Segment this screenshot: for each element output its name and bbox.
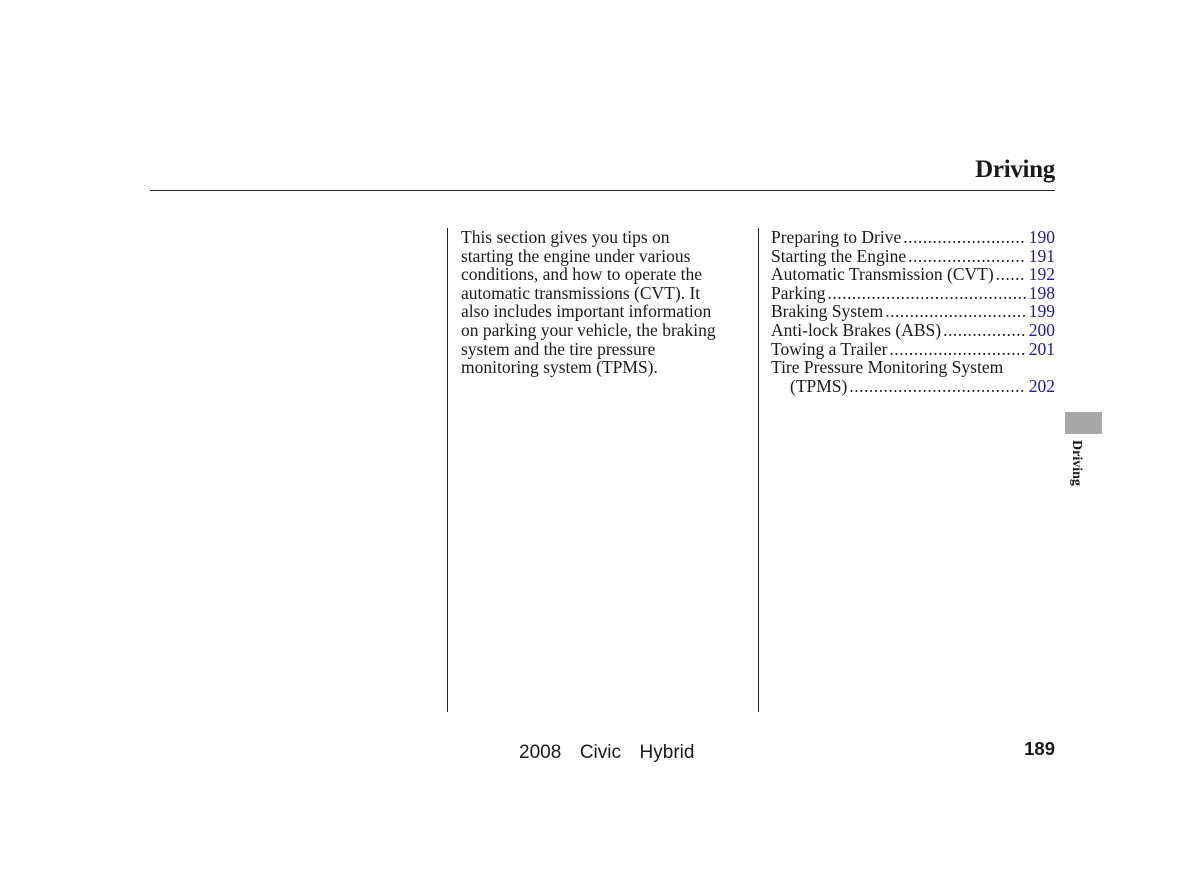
toc-item-starting-the-engine[interactable] <box>771 247 1055 266</box>
toc-leader-dots <box>889 340 1025 359</box>
table-of-contents <box>771 228 1055 395</box>
toc-item-braking-system[interactable] <box>771 302 1055 321</box>
toc-leader-dots <box>827 284 1025 303</box>
toc-leader-dots <box>943 321 1026 340</box>
toc-page-link[interactable]: 199 <box>1028 301 1055 322</box>
toc-item-label: Automatic Transmission (CVT) <box>771 264 994 285</box>
toc-item-towing-a-trailer[interactable] <box>771 340 1055 359</box>
toc-page-link[interactable]: 190 <box>1028 227 1055 247</box>
side-section-label: Driving <box>1069 440 1084 486</box>
toc-page-link[interactable]: 200 <box>1028 319 1055 340</box>
toc-item-label: Tire Pressure Monitoring System <box>771 357 1004 378</box>
column-divider-right <box>758 228 759 712</box>
column-divider-left <box>447 228 448 712</box>
toc-item-preparing-to-drive[interactable] <box>771 228 1055 247</box>
intro-paragraph: This section gives you tips on starting the engine under various conditions, and how to operate the automatic transmissions (CVT). It also includes important information on parking your vehicle, the braking system and the tire pressure monitoring system (TPMS). <box>461 227 716 378</box>
footer-model-name: 2008 Civic Hybrid <box>519 742 695 763</box>
toc-leader-dots <box>849 377 1025 396</box>
toc-leader-dots <box>903 228 1026 247</box>
toc-page-link[interactable]: 192 <box>1028 264 1055 285</box>
title-rule <box>150 190 1055 191</box>
toc-page-link[interactable]: 202 <box>1028 375 1055 396</box>
toc-item-anti-lock-brakes[interactable] <box>771 321 1055 340</box>
toc-item-label: Towing a Trailer <box>771 338 888 359</box>
toc-item-label: (TPMS) <box>790 375 848 396</box>
toc-item-tpms-continuation[interactable] <box>771 377 1055 396</box>
toc-item-label: Anti-lock Brakes (ABS) <box>771 319 942 340</box>
page-number: 189 <box>1024 738 1055 759</box>
toc-page-link[interactable]: 198 <box>1028 282 1055 303</box>
toc-item-label: Starting the Engine <box>771 245 907 266</box>
toc-leader-dots <box>996 265 1026 284</box>
toc-item-label: Braking System <box>771 301 884 322</box>
toc-item-parking[interactable] <box>771 284 1055 303</box>
section-title: Driving <box>975 156 1055 183</box>
section-thumb-tab <box>1065 412 1102 434</box>
toc-item-automatic-transmission[interactable] <box>771 265 1055 284</box>
toc-page-link[interactable]: 191 <box>1028 245 1055 266</box>
toc-leader-dots <box>908 247 1026 266</box>
toc-item-label: Parking <box>771 282 826 303</box>
toc-page-link[interactable]: 201 <box>1028 338 1055 359</box>
toc-leader-dots <box>885 302 1025 321</box>
toc-item-label: Preparing to Drive <box>771 227 902 247</box>
toc-item-tire-pressure-monitoring[interactable] <box>771 358 1055 377</box>
